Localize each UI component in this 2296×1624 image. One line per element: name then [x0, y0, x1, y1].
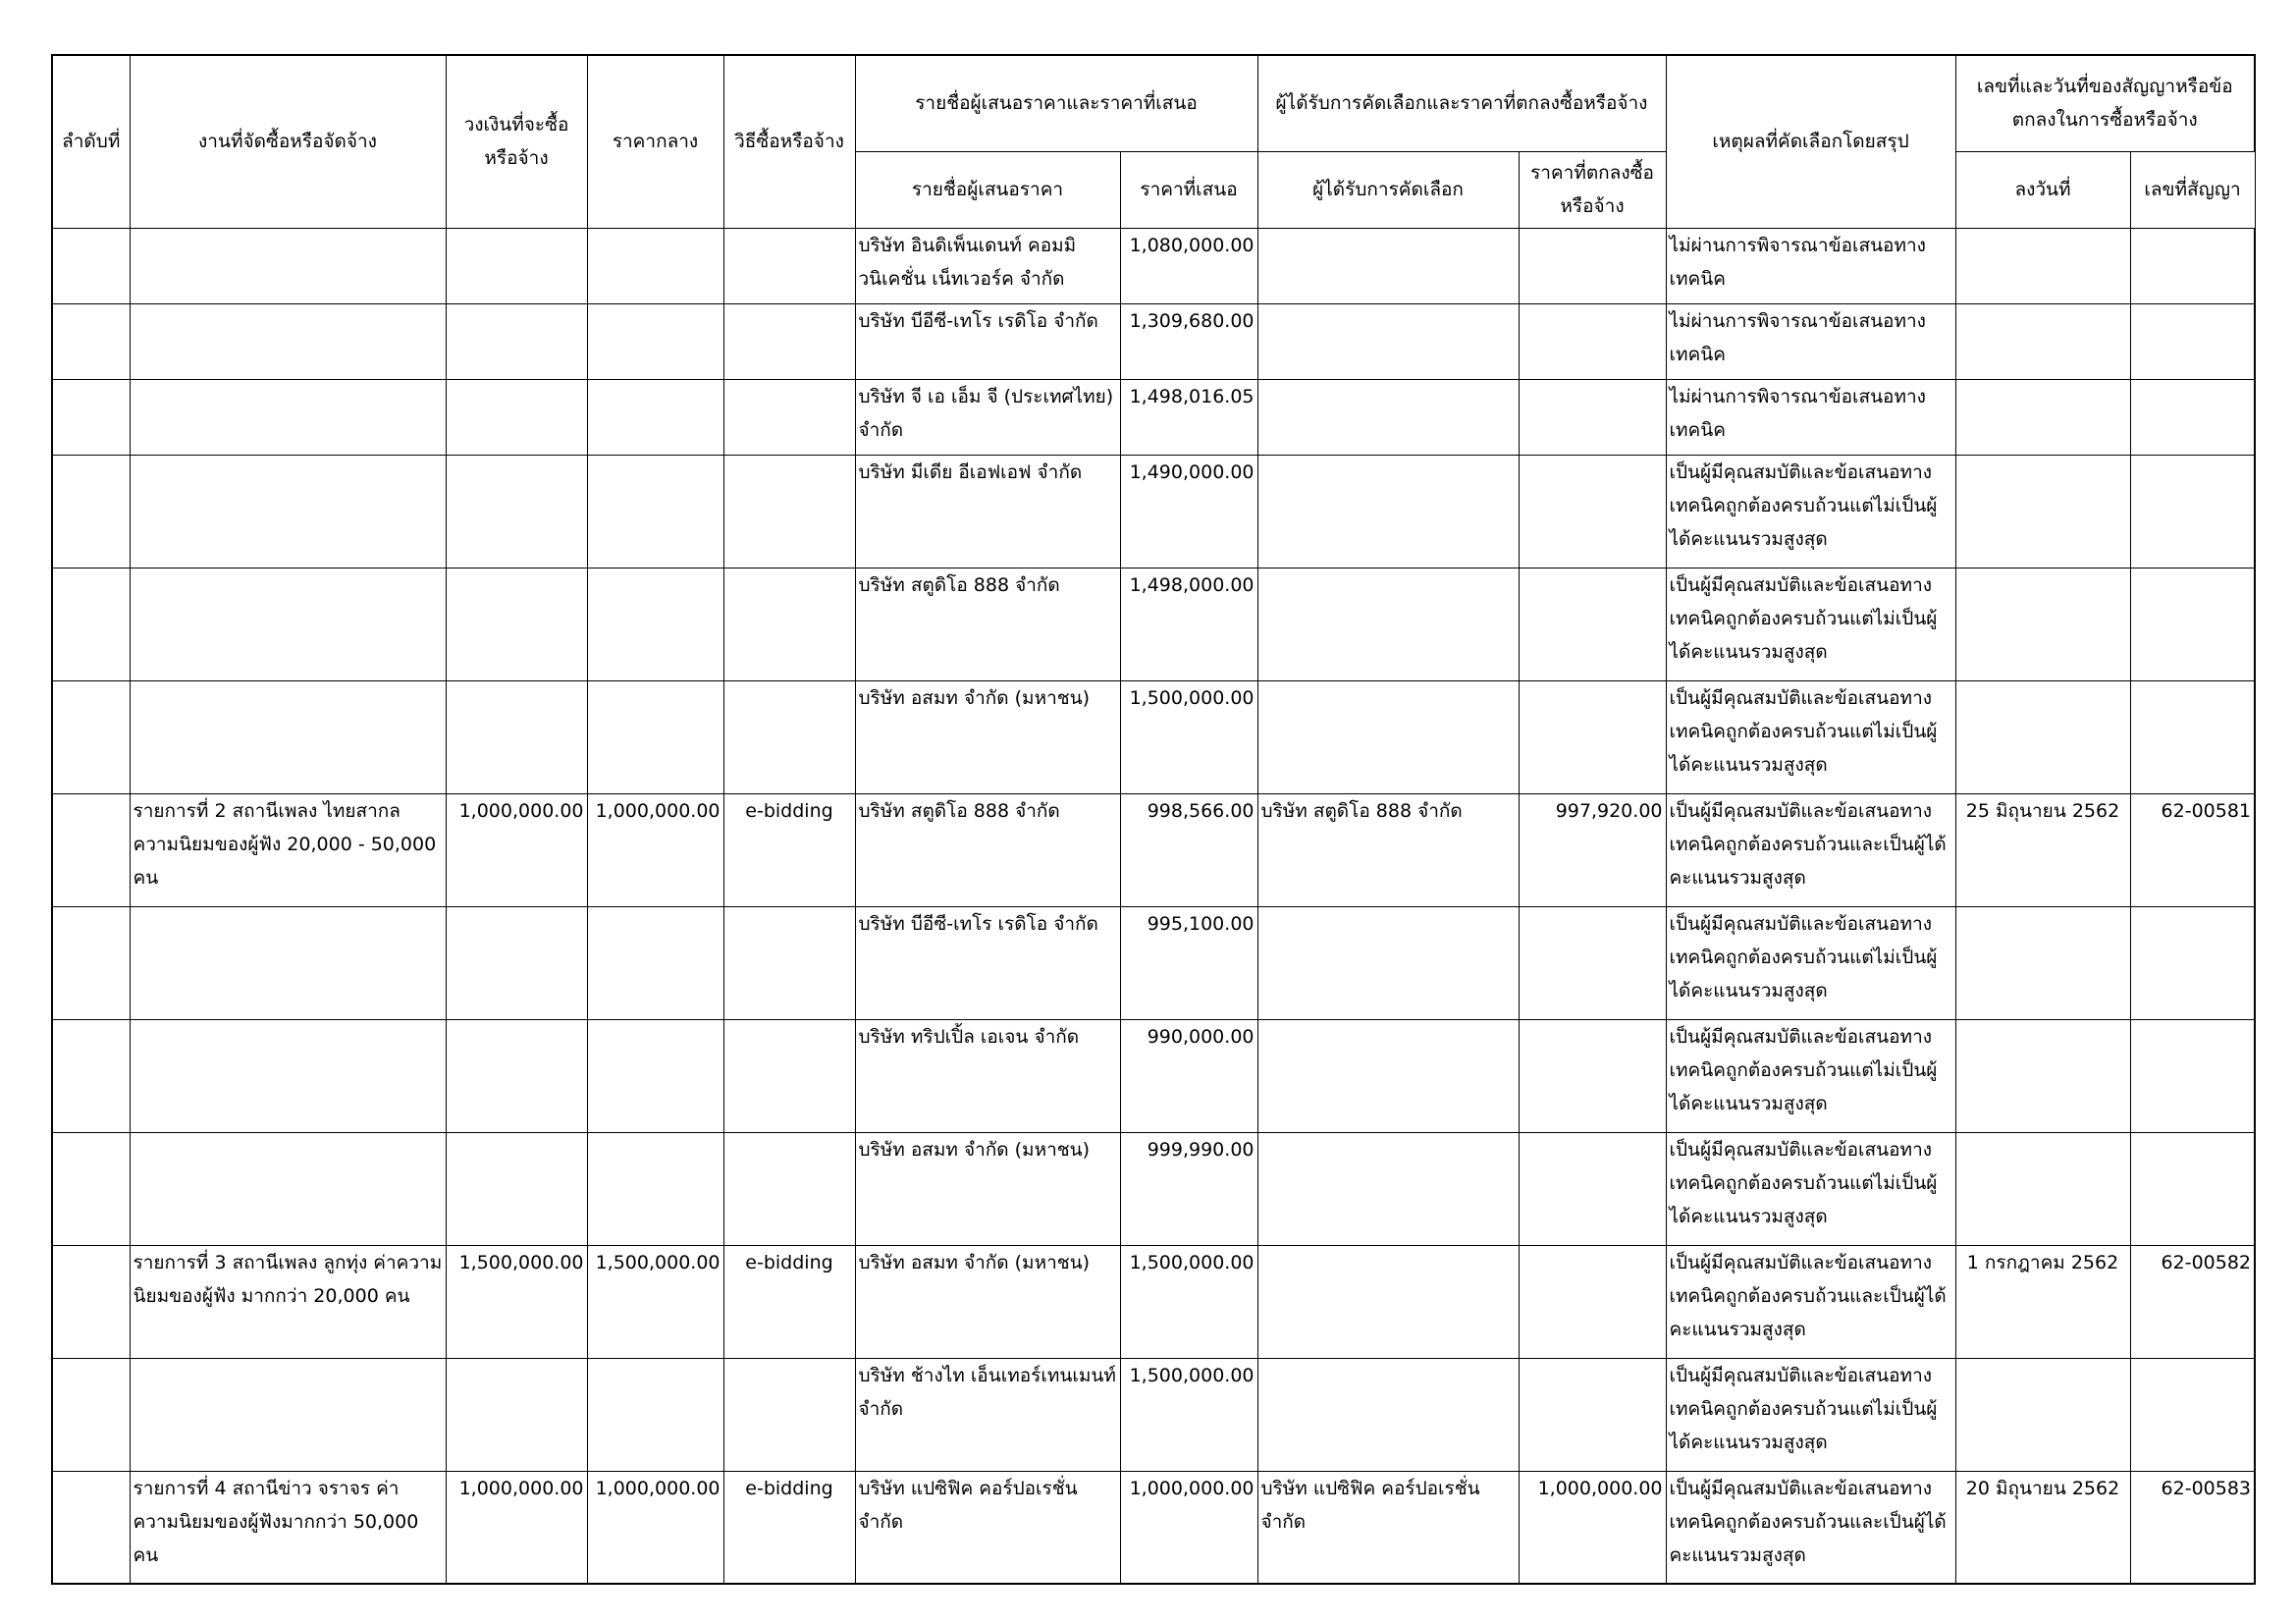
cell-bid-price: 999,990.00 — [1120, 1132, 1257, 1245]
cell-budget — [446, 568, 587, 680]
cell-agreed-price — [1519, 906, 1666, 1019]
cell-budget: 1,000,000.00 — [446, 793, 587, 906]
cell-seq — [52, 1358, 130, 1471]
cell-selected-name — [1257, 1019, 1519, 1132]
cell-contract-no — [2130, 1132, 2255, 1245]
cell-budget — [446, 906, 587, 1019]
header-work: งานที่จัดซื้อหรือจัดจ้าง — [130, 55, 446, 228]
cell-contract-no — [2130, 680, 2255, 793]
cell-seq — [52, 1471, 130, 1584]
table-row — [52, 568, 2255, 680]
cell-bid-price: 1,309,680.00 — [1120, 303, 1257, 379]
cell-method — [723, 455, 855, 568]
cell-agreed-price — [1519, 379, 1666, 455]
cell-bid-price: 990,000.00 — [1120, 1019, 1257, 1132]
cell-contract-no — [2130, 1019, 2255, 1132]
cell-agreed-price — [1519, 1358, 1666, 1471]
cell-work: รายการที่ 2 สถานีเพลง ไทยสากล ความนิยมของผู้ฟัง 20,000 - 50,000 คน — [130, 793, 446, 906]
cell-selected-name — [1257, 455, 1519, 568]
cell-work — [130, 906, 446, 1019]
cell-bid-price: 1,490,000.00 — [1120, 455, 1257, 568]
header-contract-no: เลขที่สัญญา — [2130, 151, 2255, 228]
cell-seq — [52, 1019, 130, 1132]
cell-bidder-name: บริษัท สตูดิโอ 888 จำกัด — [855, 568, 1120, 680]
cell-seq — [52, 228, 130, 303]
cell-contract-no — [2130, 1358, 2255, 1471]
cell-reason: ไม่ผ่านการพิจารณาข้อเสนอทางเทคนิค — [1666, 228, 1955, 303]
header-contract-date: ลงวันที่ — [1955, 151, 2130, 228]
cell-bidder-name: บริษัท ทริปเปิ้ล เอเจน จำกัด — [855, 1019, 1120, 1132]
cell-agreed-price — [1519, 1132, 1666, 1245]
cell-budget — [446, 379, 587, 455]
cell-reason: เป็นผู้มีคุณสมบัติและข้อเสนอทางเทคนิคถูกต้องครบถ้วนและเป็นผู้ได้คะแนนรวมสูงสุด — [1666, 793, 1955, 906]
cell-contract-date — [1955, 1019, 2130, 1132]
cell-bid-price: 1,500,000.00 — [1120, 1358, 1257, 1471]
table-row — [52, 1245, 2255, 1358]
cell-selected-name — [1257, 1245, 1519, 1358]
cell-budget — [446, 303, 587, 379]
cell-method: e-bidding — [723, 1471, 855, 1584]
cell-contract-date: 25 มิถุนายน 2562 — [1955, 793, 2130, 906]
table-row — [52, 906, 2255, 1019]
cell-reason: เป็นผู้มีคุณสมบัติและข้อเสนอทางเทคนิคถูกต้องครบถ้วนแต่ไม่เป็นผู้ได้คะแนนรวมสูงสุด — [1666, 1132, 1955, 1245]
cell-median-price — [587, 379, 723, 455]
cell-work — [130, 1358, 446, 1471]
cell-bidder-name: บริษัท บีอีซี-เทโร เรดิโอ จำกัด — [855, 906, 1120, 1019]
cell-work — [130, 228, 446, 303]
cell-agreed-price — [1519, 1245, 1666, 1358]
cell-median-price: 1,000,000.00 — [587, 793, 723, 906]
cell-bid-price: 1,500,000.00 — [1120, 680, 1257, 793]
cell-selected-name — [1257, 379, 1519, 455]
cell-contract-no — [2130, 228, 2255, 303]
cell-budget — [446, 680, 587, 793]
table-row — [52, 455, 2255, 568]
cell-method — [723, 379, 855, 455]
cell-budget — [446, 1019, 587, 1132]
cell-median-price — [587, 568, 723, 680]
cell-seq — [52, 303, 130, 379]
cell-bid-price: 1,498,000.00 — [1120, 568, 1257, 680]
cell-contract-date: 1 กรกฎาคม 2562 — [1955, 1245, 2130, 1358]
cell-contract-no: 62-00582 — [2130, 1245, 2255, 1358]
cell-method — [723, 228, 855, 303]
cell-seq — [52, 455, 130, 568]
cell-contract-no: 62-00583 — [2130, 1471, 2255, 1584]
cell-contract-date — [1955, 1132, 2130, 1245]
cell-work — [130, 1132, 446, 1245]
cell-seq — [52, 793, 130, 906]
cell-agreed-price — [1519, 680, 1666, 793]
cell-agreed-price — [1519, 568, 1666, 680]
cell-contract-no: 62-00581 — [2130, 793, 2255, 906]
cell-reason: เป็นผู้มีคุณสมบัติและข้อเสนอทางเทคนิคถูกต้องครบถ้วนและเป็นผู้ได้คะแนนรวมสูงสุด — [1666, 1471, 1955, 1584]
table-row — [52, 1471, 2255, 1584]
cell-bidder-name: บริษัท สตูดิโอ 888 จำกัด — [855, 793, 1120, 906]
cell-seq — [52, 680, 130, 793]
header-seq: ลำดับที่ — [52, 55, 130, 228]
cell-work: รายการที่ 4 สถานีข่าว จราจร ค่าความนิยมของผู้ฟังมากกว่า 50,000 คน — [130, 1471, 446, 1584]
cell-contract-no — [2130, 455, 2255, 568]
cell-agreed-price: 997,920.00 — [1519, 793, 1666, 906]
cell-selected-name — [1257, 1358, 1519, 1471]
cell-contract-no — [2130, 379, 2255, 455]
header-agreed-price: ราคาที่ตกลงซื้อหรือจ้าง — [1519, 151, 1666, 228]
table-row — [52, 379, 2255, 455]
cell-budget — [446, 228, 587, 303]
cell-contract-date — [1955, 455, 2130, 568]
table-body — [52, 228, 2255, 1584]
cell-bid-price: 1,498,016.05 — [1120, 379, 1257, 455]
cell-reason: ไม่ผ่านการพิจารณาข้อเสนอทางเทคนิค — [1666, 303, 1955, 379]
cell-selected-name — [1257, 906, 1519, 1019]
cell-selected-name — [1257, 680, 1519, 793]
cell-bid-price: 1,000,000.00 — [1120, 1471, 1257, 1584]
cell-median-price — [587, 1019, 723, 1132]
cell-bid-price: 1,500,000.00 — [1120, 1245, 1257, 1358]
cell-contract-date — [1955, 906, 2130, 1019]
cell-contract-no — [2130, 906, 2255, 1019]
header-method: วิธีซื้อหรือจ้าง — [723, 55, 855, 228]
cell-method: e-bidding — [723, 1245, 855, 1358]
cell-seq — [52, 568, 130, 680]
cell-bid-price: 1,080,000.00 — [1120, 228, 1257, 303]
cell-budget: 1,000,000.00 — [446, 1471, 587, 1584]
cell-method — [723, 1132, 855, 1245]
cell-reason: เป็นผู้มีคุณสมบัติและข้อเสนอทางเทคนิคถูกต้องครบถ้วนแต่ไม่เป็นผู้ได้คะแนนรวมสูงสุด — [1666, 1358, 1955, 1471]
header-reason: เหตุผลที่คัดเลือกโดยสรุป — [1666, 55, 1955, 228]
cell-reason: เป็นผู้มีคุณสมบัติและข้อเสนอทางเทคนิคถูกต้องครบถ้วนและเป็นผู้ได้คะแนนรวมสูงสุด — [1666, 1245, 1955, 1358]
cell-work — [130, 680, 446, 793]
cell-seq — [52, 1132, 130, 1245]
cell-reason: เป็นผู้มีคุณสมบัติและข้อเสนอทางเทคนิคถูกต้องครบถ้วนแต่ไม่เป็นผู้ได้คะแนนรวมสูงสุด — [1666, 680, 1955, 793]
cell-method — [723, 1358, 855, 1471]
cell-median-price — [587, 228, 723, 303]
cell-budget: 1,500,000.00 — [446, 1245, 587, 1358]
cell-agreed-price — [1519, 455, 1666, 568]
header-median-price: ราคากลาง — [587, 55, 723, 228]
table-header — [52, 55, 2255, 228]
cell-median-price — [587, 1358, 723, 1471]
table-row — [52, 1132, 2255, 1245]
cell-contract-date — [1955, 303, 2130, 379]
cell-selected-name — [1257, 303, 1519, 379]
table-row — [52, 793, 2255, 906]
cell-work — [130, 303, 446, 379]
cell-work — [130, 1019, 446, 1132]
header-selected-group: ผู้ได้รับการคัดเลือกและราคาที่ตกลงซื้อหรือจ้าง — [1257, 55, 1666, 151]
cell-bidder-name: บริษัท อสมท จำกัด (มหาชน) — [855, 1245, 1120, 1358]
cell-contract-date — [1955, 1358, 2130, 1471]
cell-budget — [446, 455, 587, 568]
header-bid-price: ราคาที่เสนอ — [1120, 151, 1257, 228]
header-contract-group: เลขที่และวันที่ของสัญญาหรือข้อตกลงในการซื้อหรือจ้าง — [1955, 55, 2255, 151]
header-budget: วงเงินที่จะซื้อหรือจ้าง — [446, 55, 587, 228]
cell-work — [130, 379, 446, 455]
cell-bidder-name: บริษัท อสมท จำกัด (มหาชน) — [855, 680, 1120, 793]
cell-contract-date — [1955, 379, 2130, 455]
cell-bid-price: 998,566.00 — [1120, 793, 1257, 906]
cell-reason: เป็นผู้มีคุณสมบัติและข้อเสนอทางเทคนิคถูกต้องครบถ้วนแต่ไม่เป็นผู้ได้คะแนนรวมสูงสุด — [1666, 455, 1955, 568]
table-row — [52, 303, 2255, 379]
cell-bidder-name: บริษัท ช้างไท เอ็นเทอร์เทนเมนท์ จำกัด — [855, 1358, 1120, 1471]
cell-seq — [52, 1245, 130, 1358]
table-row — [52, 1019, 2255, 1132]
cell-reason: เป็นผู้มีคุณสมบัติและข้อเสนอทางเทคนิคถูกต้องครบถ้วนแต่ไม่เป็นผู้ได้คะแนนรวมสูงสุด — [1666, 568, 1955, 680]
cell-method — [723, 680, 855, 793]
cell-budget — [446, 1358, 587, 1471]
cell-method — [723, 303, 855, 379]
cell-contract-no — [2130, 568, 2255, 680]
procurement-table — [51, 54, 2256, 1585]
cell-contract-date: 20 มิถุนายน 2562 — [1955, 1471, 2130, 1584]
cell-median-price: 1,500,000.00 — [587, 1245, 723, 1358]
cell-selected-name — [1257, 228, 1519, 303]
cell-work: รายการที่ 3 สถานีเพลง ลูกทุ่ง ค่าความนิยมของผู้ฟัง มากกว่า 20,000 คน — [130, 1245, 446, 1358]
cell-agreed-price: 1,000,000.00 — [1519, 1471, 1666, 1584]
table-row — [52, 228, 2255, 303]
cell-contract-no — [2130, 303, 2255, 379]
cell-reason: ไม่ผ่านการพิจารณาข้อเสนอทางเทคนิค — [1666, 379, 1955, 455]
cell-agreed-price — [1519, 303, 1666, 379]
cell-bidder-name: บริษัท อินดิเพ็นเดนท์ คอมมิวนิเคชั่น เน็ทเวอร์ค จำกัด — [855, 228, 1120, 303]
cell-contract-date — [1955, 228, 2130, 303]
cell-work — [130, 455, 446, 568]
cell-median-price — [587, 1132, 723, 1245]
cell-seq — [52, 379, 130, 455]
cell-selected-name — [1257, 568, 1519, 680]
cell-contract-date — [1955, 680, 2130, 793]
header-bidder-name: รายชื่อผู้เสนอราคา — [855, 151, 1120, 228]
cell-reason: เป็นผู้มีคุณสมบัติและข้อเสนอทางเทคนิคถูกต้องครบถ้วนแต่ไม่เป็นผู้ได้คะแนนรวมสูงสุด — [1666, 906, 1955, 1019]
cell-bidder-name: บริษัท แปซิฟิค คอร์ปอเรชั่น จำกัด — [855, 1471, 1120, 1584]
header-selected-name: ผู้ได้รับการคัดเลือก — [1257, 151, 1519, 228]
cell-method — [723, 568, 855, 680]
table-row — [52, 1358, 2255, 1471]
cell-bidder-name: บริษัท อสมท จำกัด (มหาชน) — [855, 1132, 1120, 1245]
cell-selected-name: บริษัท สตูดิโอ 888 จำกัด — [1257, 793, 1519, 906]
cell-method: e-bidding — [723, 793, 855, 906]
cell-median-price: 1,000,000.00 — [587, 1471, 723, 1584]
cell-budget — [446, 1132, 587, 1245]
cell-median-price — [587, 680, 723, 793]
cell-reason: เป็นผู้มีคุณสมบัติและข้อเสนอทางเทคนิคถูกต้องครบถ้วนแต่ไม่เป็นผู้ได้คะแนนรวมสูงสุด — [1666, 1019, 1955, 1132]
cell-method — [723, 1019, 855, 1132]
cell-bid-price: 995,100.00 — [1120, 906, 1257, 1019]
cell-agreed-price — [1519, 1019, 1666, 1132]
cell-agreed-price — [1519, 228, 1666, 303]
cell-bidder-name: บริษัท จี เอ เอ็ม จี (ประเทศไทย) จำกัด — [855, 379, 1120, 455]
table-row — [52, 680, 2255, 793]
cell-seq — [52, 906, 130, 1019]
cell-selected-name — [1257, 1132, 1519, 1245]
cell-selected-name: บริษัท แปซิฟิค คอร์ปอเรชั่น จำกัด — [1257, 1471, 1519, 1584]
cell-work — [130, 568, 446, 680]
cell-bidder-name: บริษัท มีเดีย อีเอฟเอฟ จำกัด — [855, 455, 1120, 568]
cell-contract-date — [1955, 568, 2130, 680]
cell-bidder-name: บริษัท บีอีซี-เทโร เรดิโอ จำกัด — [855, 303, 1120, 379]
header-bidders-group: รายชื่อผู้เสนอราคาและราคาที่เสนอ — [855, 55, 1257, 151]
cell-median-price — [587, 455, 723, 568]
cell-method — [723, 906, 855, 1019]
cell-median-price — [587, 906, 723, 1019]
procurement-page — [51, 54, 2256, 1585]
cell-median-price — [587, 303, 723, 379]
